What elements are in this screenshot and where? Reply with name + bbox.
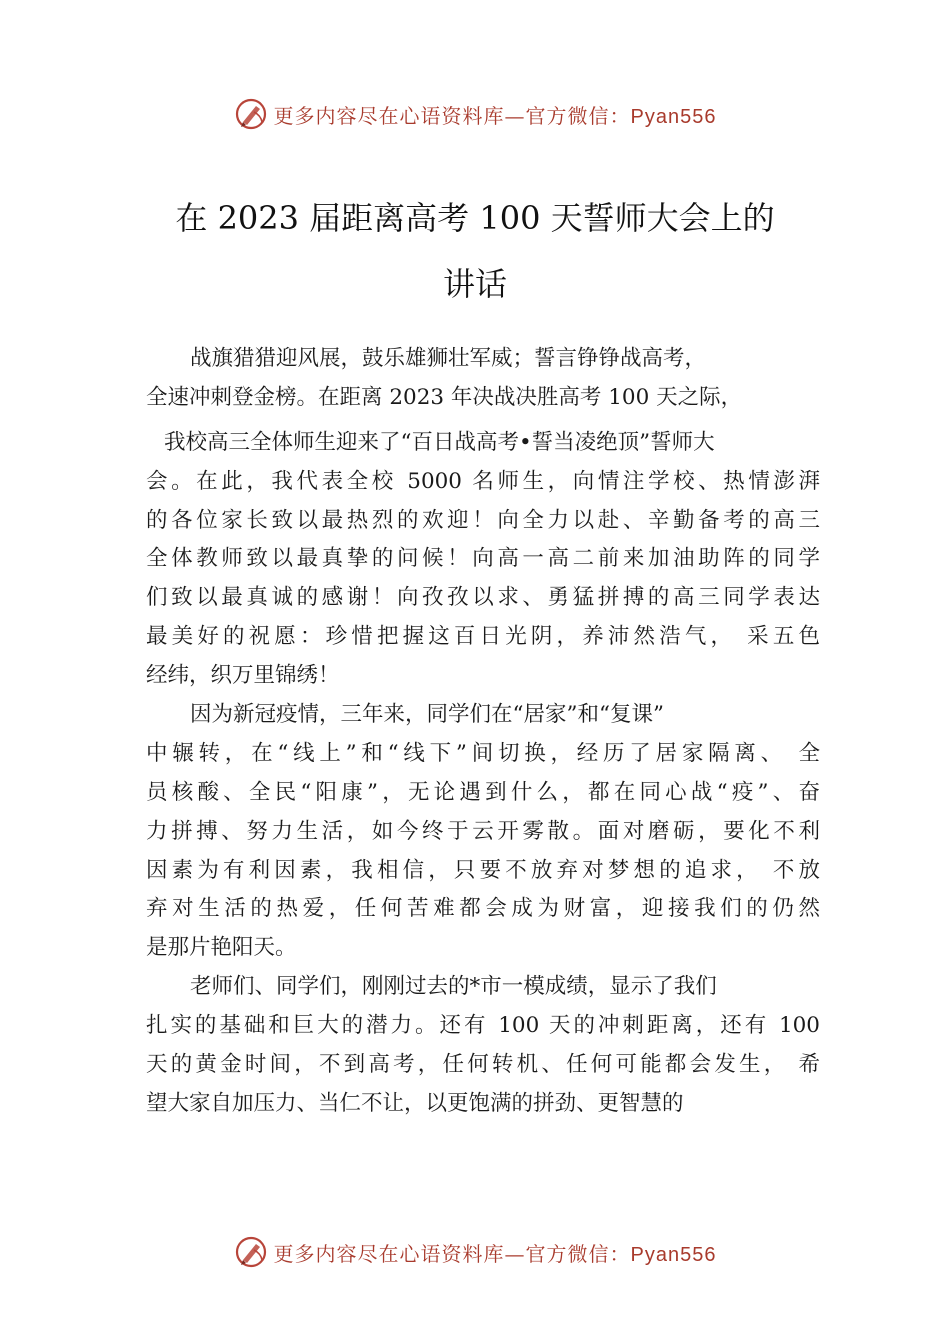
paragraph-3-line: 扎实的基础和巨大的潜力。还有 100 天的冲刺距离，还有 100 [146, 1013, 820, 1039]
paragraph-1-line: 全体教师致以最真挚的问候！向高一高二前来加油助阵的同学 [146, 546, 820, 572]
banner-slogan: 更多内容尽在心语资料库 [273, 103, 505, 128]
banner-wechat-id: Pyan556 [630, 1243, 717, 1266]
title-line-1: 在 2023 届距离高考 100 天誓师大会上的 [175, 199, 775, 237]
paragraph-3-line: 望大家自加压力、当仁不让，以更饱满的拼劲、更智慧的 [146, 1090, 684, 1116]
paragraph-3-line: 天的黄金时间，不到高考，任何转机、任何可能都会发生， 希 [146, 1052, 820, 1078]
paragraph-1-line: 战旗猎猎迎风展，鼓乐雄狮壮军威；誓言铮铮战高考， [190, 346, 707, 371]
paragraph-2-line: 员核酸、全民“阳康”，无论遇到什么，都在同心战“疫”、奋 [146, 779, 820, 805]
banner-wechat-label: 官方微信： [525, 103, 631, 128]
paragraph-1-line: 们致以最真诚的感谢！向孜孜以求、勇猛拼搏的高三同学表达 [146, 585, 820, 611]
banner-wechat-id: Pyan556 [630, 105, 717, 128]
paragraph-3-line: 老师们、同学们，刚刚过去的*市一模成绩，显示了我们 [190, 974, 717, 1000]
paragraph-1-line: 经纬，织万里锦绣！ [146, 663, 340, 689]
paragraph-2-line: 弃对生活的热爱，任何苦难都会成为财富，迎接我们的仍然 [146, 896, 820, 922]
paragraph-2-line: 力拼搏、努力生活，如今终于云开雾散。面对磨砺，要化不利 [146, 818, 820, 844]
document-title [0, 185, 950, 317]
paragraph-1-line: 会。在此，我代表全校 5000 名师生，向情注学校、热情澎湃 [146, 468, 820, 494]
paragraph-1-line: 的各位家长致以最热烈的欢迎！向全力以赴、辛勤备考的高三 [146, 507, 820, 533]
paragraph-1-line: 我校高三全体师生迎来了“百日战高考•誓当凌绝顶”誓师大 [164, 429, 715, 455]
paragraph-2-line: 中辗转，在“线上”和“线下”间切换，经历了居家隔离、 全 [146, 740, 820, 766]
banner-separator: — [504, 1241, 526, 1266]
paragraph-2-line: 是那片艳阳天。 [146, 935, 297, 961]
header-banner [0, 94, 950, 134]
banner-wechat-label: 官方微信： [525, 1241, 631, 1266]
pen-logo-icon [234, 1235, 268, 1269]
paragraph-1-line: 全速冲刺登金榜。在距离 2023 年决战决胜高考 100 天之际， [146, 384, 743, 410]
header-banner-text [274, 100, 717, 129]
footer-banner [0, 1232, 950, 1272]
banner-separator: — [504, 103, 526, 128]
paragraph-1-line: 最美好的祝愿：珍惜把握这百日光阴，养沛然浩气， 采五色 [146, 624, 820, 650]
paragraph-2-line: 因素为有利因素，我相信，只要不放弃对梦想的追求， 不放 [146, 857, 820, 883]
pen-logo-icon [234, 97, 268, 131]
banner-slogan: 更多内容尽在心语资料库 [273, 1241, 505, 1266]
paragraph-2-line: 因为新冠疫情，三年来，同学们在“居家”和“复课” [190, 702, 664, 728]
document-body [146, 340, 820, 1124]
title-line-2: 讲话 [442, 265, 507, 303]
footer-banner-text [274, 1238, 717, 1267]
